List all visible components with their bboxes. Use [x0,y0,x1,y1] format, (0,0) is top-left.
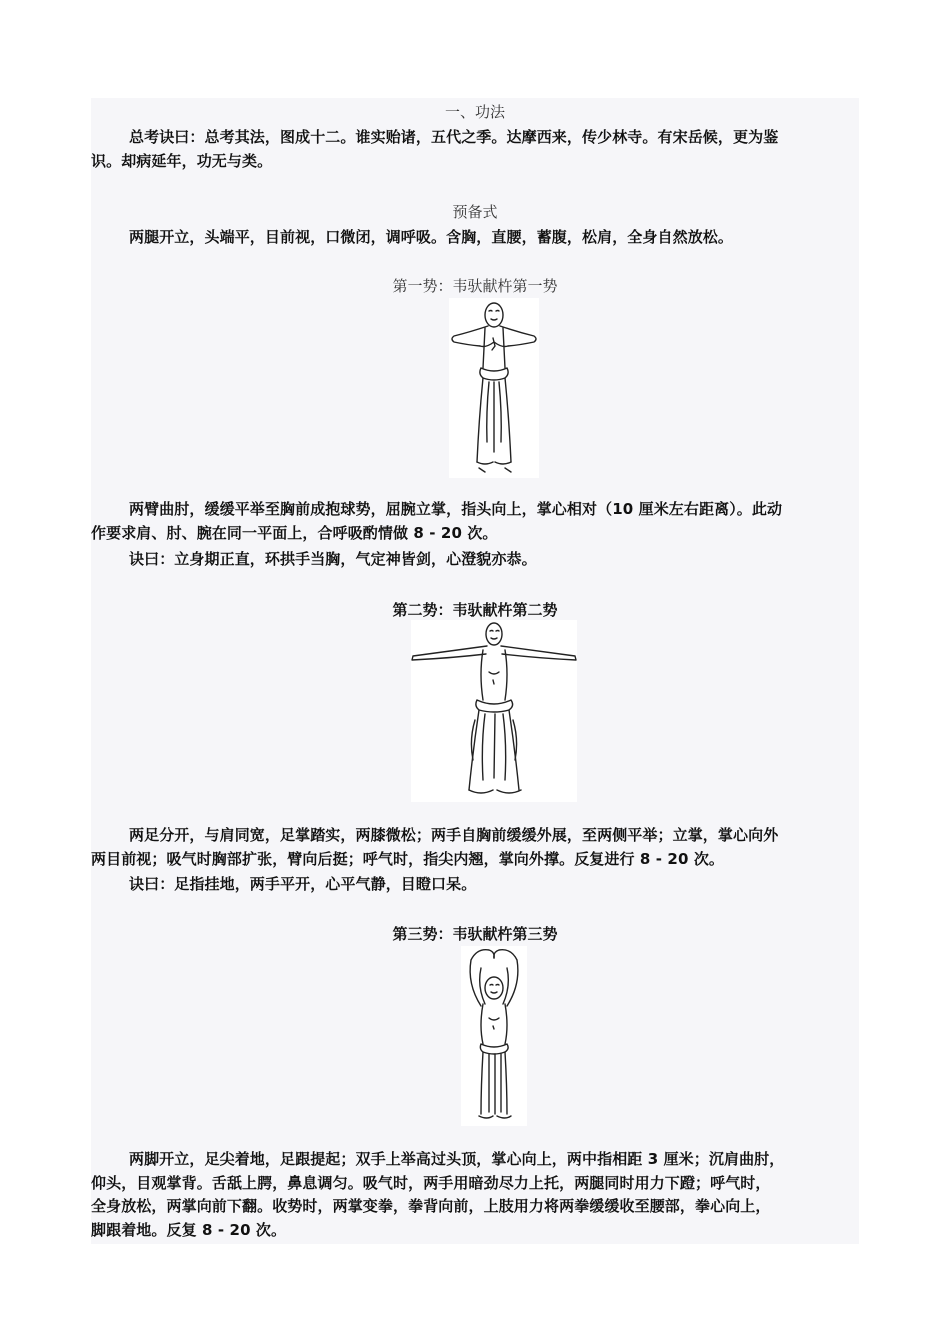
pose2-figure [411,620,577,802]
intro-paragraph [91,126,859,173]
pose1-verse-line: 诀曰：立身期正直，环拱手当胸，气定神皆剑，心澄貌亦恭。 [129,550,537,568]
pose1-figure [449,298,539,478]
standing-figure-arms-overhead-icon [461,946,527,1126]
pose3-desc-line: 脚跟着地。反复 8 - 20 次。 [91,1220,287,1239]
pose1-desc-line: 作要求肩、肘、腕在同一平面上，合呼吸酌情做 8 - 20 次。 [91,523,498,542]
intro-line: 总考诀曰：总考其法，图成十二。谁实贻诸，五代之季。达摩西来，传少林寺。有宋岳候，更为鉴 [129,128,779,146]
document-page [91,98,859,1244]
prep-paragraph [91,226,859,250]
pose2-verse [91,873,859,897]
pose2-desc-line: 两足分开，与肩同宽，足掌踏实，两膝微松；两手自胸前缓缓外展，至两侧平举；立掌，掌心向外 [129,826,779,844]
prep-title: 预备式 [452,203,498,221]
pose3-description [91,1148,859,1242]
pose2-description [91,824,859,871]
pose1-title: 第一势：韦驮献杵第一势 [392,277,558,295]
pose2-title: 第二势：韦驮献杵第二势 [392,601,558,619]
pose2-desc-line: 两目前视；吸气时胸部扩张，臂向后挺；呼气时，指尖内翘，掌向外撑。反复进行 8 - 20 次。 [91,849,725,868]
prep-line: 两腿开立，头端平，目前视，口微闭，调呼吸。含胸，直腰，蓄腹，松肩，全身自然放松。 [129,228,734,246]
pose3-title: 第三势：韦驮献杵第三势 [392,925,558,943]
standing-figure-hands-at-chest-icon [449,298,539,478]
pose3-figure [461,946,527,1126]
standing-figure-arms-outstretched-icon [411,620,577,802]
pose3-desc-line: 全身放松，两掌向前下翻。收势时，两掌变拳，拳背向前，上肢用力将两拳缓缓收至腰部，拳心向上， [91,1197,771,1215]
pose1-verse [91,548,859,572]
pose1-description [91,498,859,545]
pose3-desc-line: 两脚开立，足尖着地，足跟提起；双手上举高过头顶，掌心向上，两中指相距 3 厘米；沉肩曲肘， [129,1150,785,1168]
section-title: 一、功法 [444,103,505,121]
pose3-desc-line: 仰头，目观掌背。舌舐上腭，鼻息调匀。吸气时，两手用暗劲尽力上托，两腿同时用力下蹬；呼气时， [91,1173,771,1192]
intro-line: 识。却病延年，功无与类。 [91,151,273,170]
pose1-desc-line: 两臂曲肘，缓缓平举至胸前成抱球势，屈腕立掌，指头向上，掌心相对（10 厘米左右距离）。此动 [129,500,783,518]
pose2-verse-line: 诀曰：足指挂地，两手平开，心平气静，目瞪口呆。 [129,875,477,893]
